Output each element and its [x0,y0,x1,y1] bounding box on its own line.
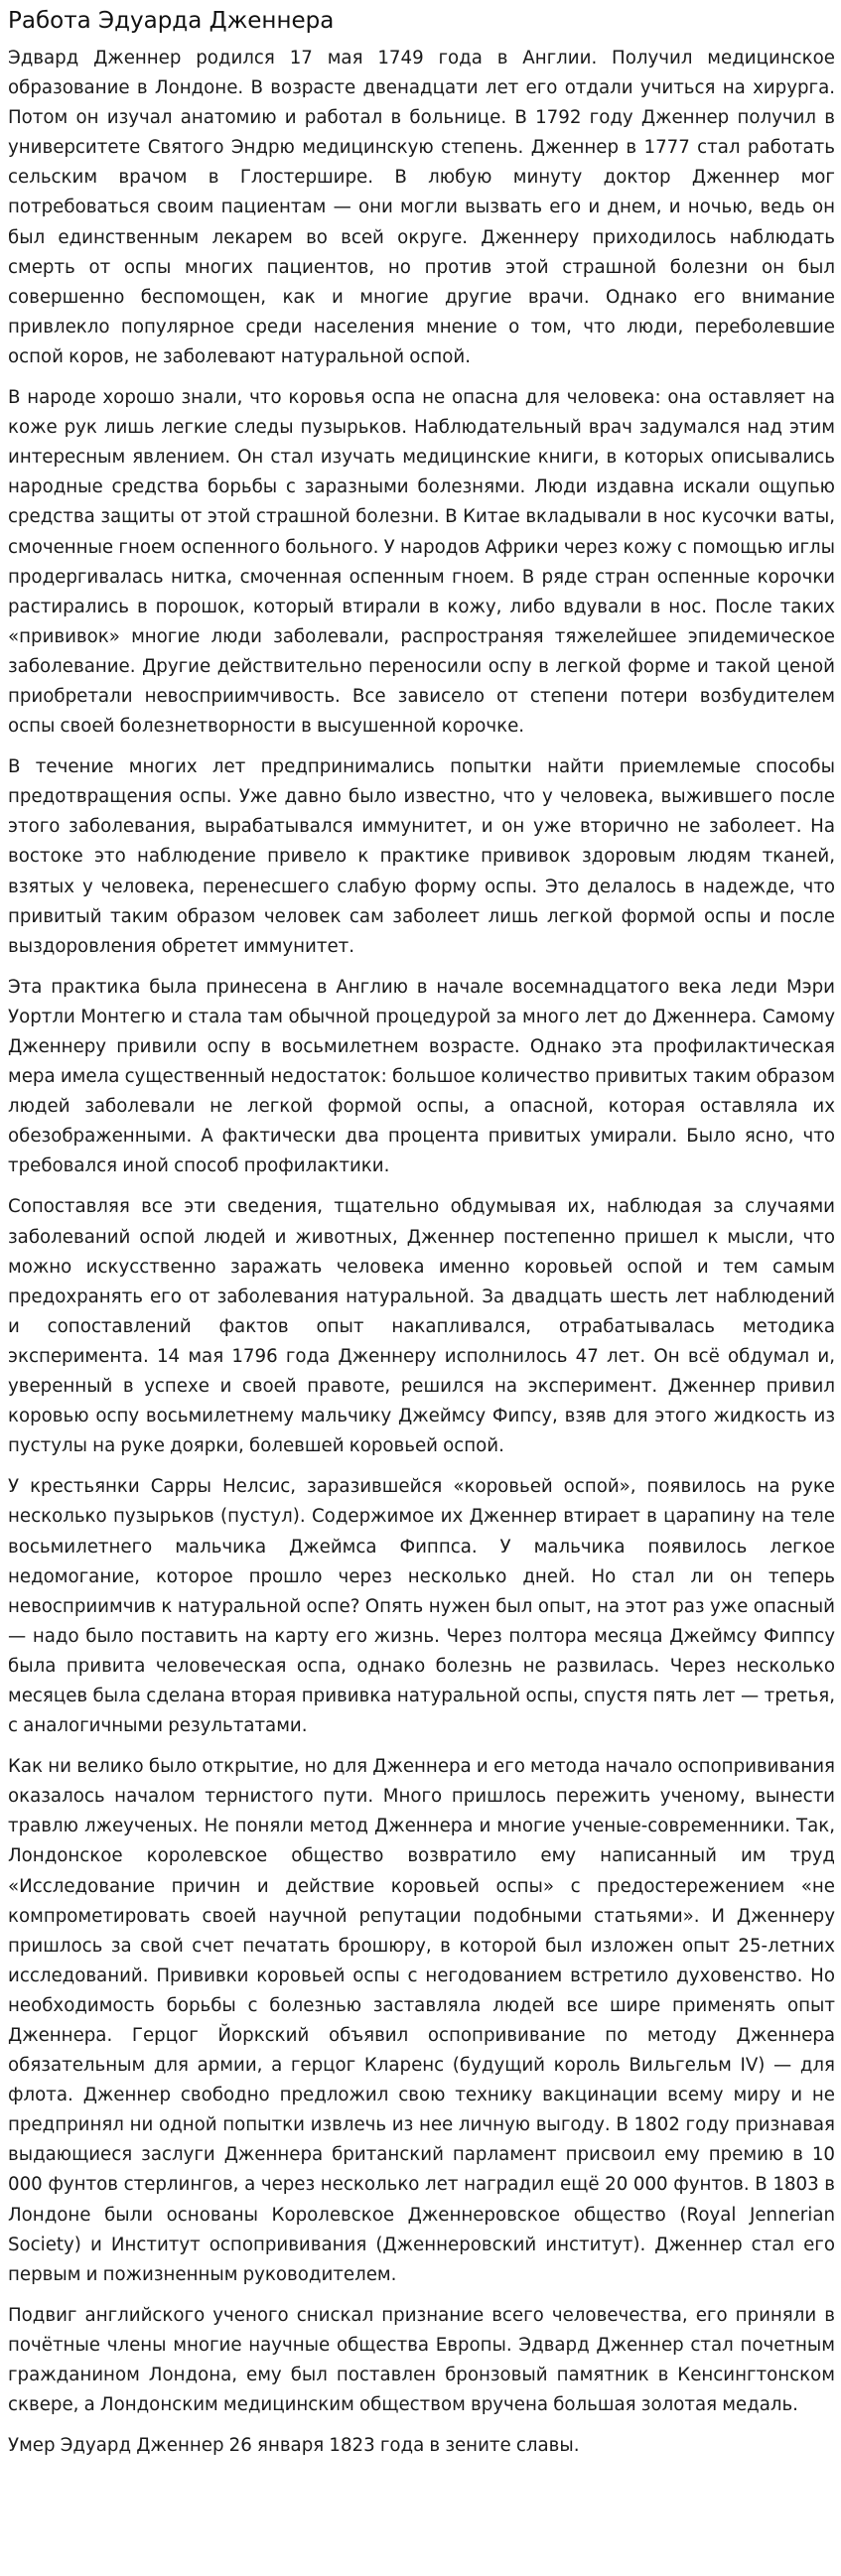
paragraph-phipps-vaccination: У крестьянки Сарры Нелсис, заразившейся «коровьей оспой», появилось на руке несколько пузырьков (пустул). Содержимое их Дженнер втирает в царапину на теле восьмилетнего мальчика Джеймса Фиппса. У мальчика появилось легкое недомогание, которое прошло через несколько дней. Но стал ли он теперь невосприимчив к натуральной оспе? Опять нужен был опыт, на этот раз уже опасный — надо было поставить на карту его жизнь. Через полтора месяца Джеймсу Фиппсу была привита человеческая оспа, однако болезнь не развилась. Через несколько месяцев была сделана вторая прививка натуральной оспы, спустя пять лет — третья, с аналогичными результатами. [8,1476,835,1737]
paragraph-prevention-attempts: В течение многих лет предпринимались попытки найти приемлемые способы предотвращения оспы. Уже давно было известно, что у человека, выжившего после этого заболевания, вырабатывался иммунитет, и он уже вторично не заболеет. На востоке это наблюдение привело к практике прививок здоровым людям тканей, взятых у человека, перенесшего слабую форму оспы. Это делалось в надежде, что привитый таким образом человек сам заболеет лишь легкой формой оспы и после выздоровления обретет иммунитет. [8,756,835,957]
paragraph-honors: Подвиг английского ученого снискал признание всего человечества, его приняли в почётные члены многие научные общества Европы. Эдвард Дженнер стал почетным гражданином Лондона, ему был поставлен бронзовый памятник в Кенсингтонском сквере, а Лондонским медицинским обществом вручена большая золотая медаль. [8,2304,835,2416]
document-title: Работа Эдуарда Дженнера [8,8,335,34]
paragraph-birth-and-career: Эдвард Дженнер родился 17 мая 1749 года в Англии. Получил медицинское образование в Лондоне. В возрасте двенадцати лет его отдали учиться на хирурга. Потом он изучал анатомию и работал в больнице. В 1792 году Дженнер получил в университете Святого Эндрю медицинскую степень. Дженнер в 1777 стал работать сельским врачом в Глостершире. В любую минуту доктор Дженнер мог потребоваться своим пациентам — они могли вызвать его и днем, и ночью, ведь он был единственным лекарем во всей округе. Дженнеру приходилось наблюдать смерть от оспы многих пациентов, но против этой страшной болезни он был совершенно беспомощен, как и многие другие врачи. Однако его внимание привлекло популярное среди населения мнение о том, что люди, переболевшие оспой коров, не заболевают натуральной оспой. [8,48,835,367]
paragraph-experiment: Сопоставляя все эти сведения, тщательно обдумывая их, наблюдая за случаями заболеваний оспой людей и животных, Дженнер постепенно пришел к мысли, что можно искусственно заражать человека именно коровьей оспой и тем самым предохранять его от заболевания натуральной. За двадцать шесть лет наблюдений и сопоставлений фактов опыт накапливался, отрабатывалась методика эксперимента. 14 мая 1796 года Дженнеру исполнилось 47 лет. Он всё обдумал и, уверенный в успехе и своей правоте, решился на эксперимент. Дженнер привил коровью оспу восьмилетнему мальчику Джеймсу Фипсу, взяв для этого жидкость из пустулы на руке доярки, болевшей коровьей оспой. [8,1196,835,1457]
paragraph-folk-remedies: В народе хорошо знали, что коровья оспа не опасна для человека: она оставляет на коже рук лишь легкие следы пузырьков. Наблюдательный врач задумался над этим интересным явлением. Он стал изучать медицинские книги, в которых описывались народные средства борьбы с заразными болезнями. Люди издавна искали ощупью средства защиты от этой страшной болезни. В Китае вкладывали в нос кусочки ваты, смоченные гноем оспенного больного. У народов Африки через кожу с помощью иглы продергивалась нитка, смоченная оспенным гноем. В ряде стран оспенные корочки растирались в порошок, который втирали в кожу, либо вдували в нос. После таких «прививок» многие люди заболевали, распространяя тяжелейшее эпидемическое заболевание. Другие действительно переносили оспу в легкой форме и такой ценой приобретали невосприимчивость. Все зависело от степени потери возбудителем оспы своей болезнетворности в высушенной корочке. [8,387,835,738]
paragraph-death: Умер Эдуард Дженнер 26 января 1823 года в зените славы. [8,2435,580,2457]
paragraph-variolation-in-england: Эта практика была принесена в Англию в начале восемнадцатого века леди Мэри Уортли Монтегю и стала там обычной процедурой за много лет до Дженнера. Самому Дженнеру привили оспу в восьмилетнем возрасте. Однако эта профилактическая мера имела существенный недостаток: большое количество привитых таким образом людей заболевали не легкой формой оспы, а опасной, которая оставляла их обезображенными. А фактически два процента привитых умирали. Было ясно, что требовался иной способ профилактики. [8,976,835,1177]
paragraph-recognition-struggle: Как ни велико было открытие, но для Дженнера и его метода начало оспопрививания оказалось началом тернистого пути. Много пришлось пережить ученому, вынести травлю лжеученых. Не поняли метод Дженнера и многие ученые-современники. Так, Лондонское королевское общество возвратило ему написанный им труд «Исследование причин и действие коровьей оспы» с предостережением «не компрометировать своей научной репутации подобными статьями». И Дженнеру пришлось за свой счет печатать брошюру, в которой был изложен опыт 25-летних исследований. Прививки коровьей оспы с негодованием встретило духовенство. Но необходимость борьбы с болезнью заставляла людей все шире применять опыт Дженнера. Герцог Йоркский объявил оспопрививание по методу Дженнера обязательным для армии, а герцог Кларенс (будущий король Вильгельм IV) — для флота. Дженнер свободно предложил свою технику вакцинации всему миру и не предпринял ни одной попытки извлечь из нее личную выгоду. В 1802 году признавая выдающиеся заслуги Дженнера британский парламент присвоил ему премию в 10 000 фунтов стерлингов, а через несколько лет наградил ещё 20 000 фунтов. В 1803 в Лондоне были основаны Королевское Дженнеровское общество (Royal Jennerian Society) и Институт оспопрививания (Дженнеровский институт). Дженнер стал его первым и пожизненным руководителем. [8,1756,835,2285]
